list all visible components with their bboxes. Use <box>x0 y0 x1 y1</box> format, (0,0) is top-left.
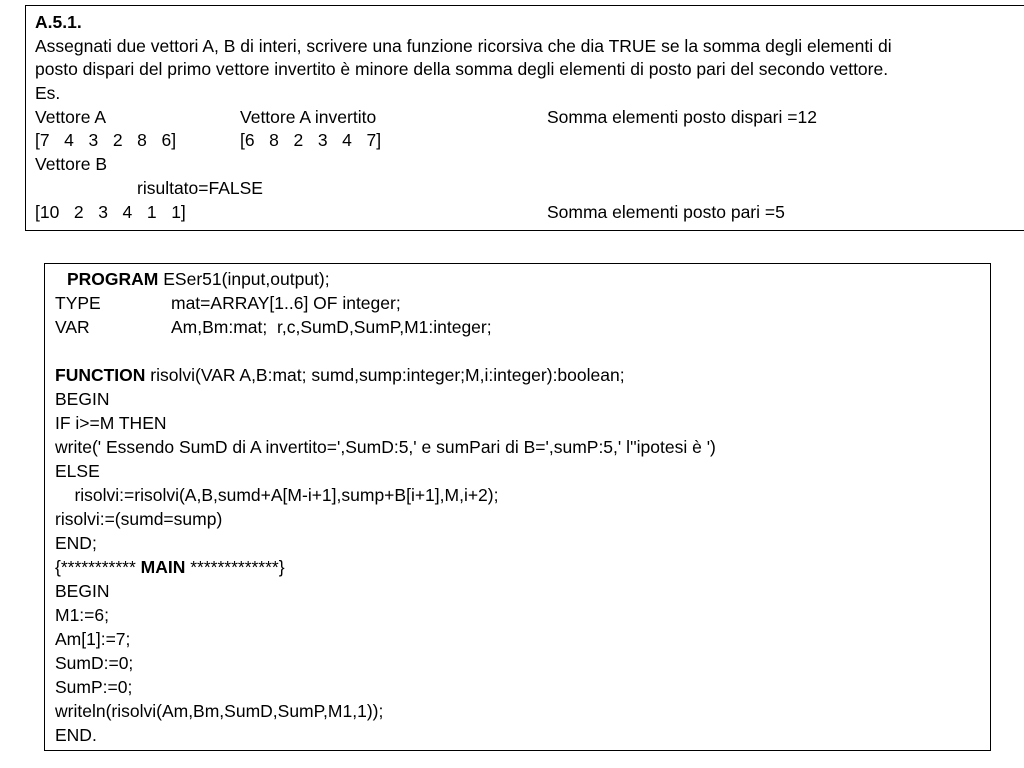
code-writeln-line: writeln(risolvi(Am,Bm,SumD,SumP,M1,1)); <box>55 701 384 721</box>
code-var-line <box>55 315 990 339</box>
code-am1-line: Am[1]:=7; <box>55 629 131 649</box>
function-signature: risolvi(VAR A,B:mat; sumd,sump:integer;M,i:integer):boolean; <box>145 365 625 385</box>
code-if-line: IF i>=M THEN <box>55 413 167 433</box>
vettore-a-label: Vettore A <box>35 106 107 127</box>
example-labels-row <box>35 106 1024 130</box>
code-end-function-line: END; <box>55 533 97 553</box>
code-main-begin-line: BEGIN <box>55 581 110 601</box>
code-main-comment-line <box>55 555 990 579</box>
example-label: Es. <box>35 83 61 104</box>
somma-pari-label: Somma elementi posto pari =5 <box>547 201 785 222</box>
vettore-b-row <box>35 201 1024 225</box>
problem-statement-box <box>25 5 1024 231</box>
pascal-code-box <box>44 263 991 751</box>
code-end-program-line: END. <box>55 725 97 745</box>
exercise-heading: A.5.1. <box>35 12 82 32</box>
example-values-row <box>35 129 1024 153</box>
main-keyword: MAIN <box>140 557 186 577</box>
code-else-line: ELSE <box>55 461 100 481</box>
problem-text-line-2: posto dispari del primo vettore invertito è minore della somma degli elementi di posto pari del secondo vettore. <box>35 59 889 80</box>
code-begin-line: BEGIN <box>55 389 110 409</box>
function-keyword: FUNCTION <box>55 365 146 385</box>
risultato-row <box>35 177 1024 201</box>
main-comment-suffix: *************} <box>185 557 285 577</box>
code-sump-line: SumP:=0; <box>55 677 133 697</box>
program-keyword: PROGRAM <box>67 269 159 289</box>
code-sumd-line: SumD:=0; <box>55 653 134 673</box>
vettore-a-invertito-label: Vettore A invertito <box>240 106 377 127</box>
code-program-line <box>55 267 990 291</box>
code-type-line <box>55 291 990 315</box>
var-keyword: VAR <box>55 317 90 337</box>
code-function-line <box>55 363 990 387</box>
code-m1-line: M1:=6; <box>55 605 109 625</box>
risultato-text: risultato=FALSE <box>137 177 263 198</box>
vettore-b-label: Vettore B <box>35 154 107 175</box>
vettore-a-values: [7 4 3 2 8 6] <box>35 130 177 151</box>
type-keyword: TYPE <box>55 293 101 313</box>
somma-dispari-label: Somma elementi posto dispari =12 <box>547 106 817 127</box>
vettore-a-invertito-values: [6 8 2 3 4 7] <box>240 130 382 151</box>
main-comment-prefix: {*********** <box>55 557 141 577</box>
var-declaration: Am,Bm:mat; r,c,SumD,SumP,M1:integer; <box>171 317 492 337</box>
vettore-b-values: [10 2 3 4 1 1] <box>35 201 186 222</box>
code-assign-line: risolvi:=(sumd=sump) <box>55 509 223 529</box>
code-blank-line <box>55 339 990 363</box>
code-recursive-call-line: risolvi:=risolvi(A,B,sumd+A[M-i+1],sump+B[i+1],M,i+2); <box>55 485 499 505</box>
type-declaration: mat=ARRAY[1..6] OF integer; <box>171 293 401 313</box>
code-write-line: write(' Essendo SumD di A invertito=',SumD:5,' e sumPari di B=',sumP:5,' l''ipotesi è ') <box>55 437 716 457</box>
program-declaration: ESer51(input,output); <box>158 269 330 289</box>
problem-text-line-1: Assegnati due vettori A, B di interi, scrivere una funzione ricorsiva che dia TRUE se la somma degli elementi di <box>35 35 892 56</box>
